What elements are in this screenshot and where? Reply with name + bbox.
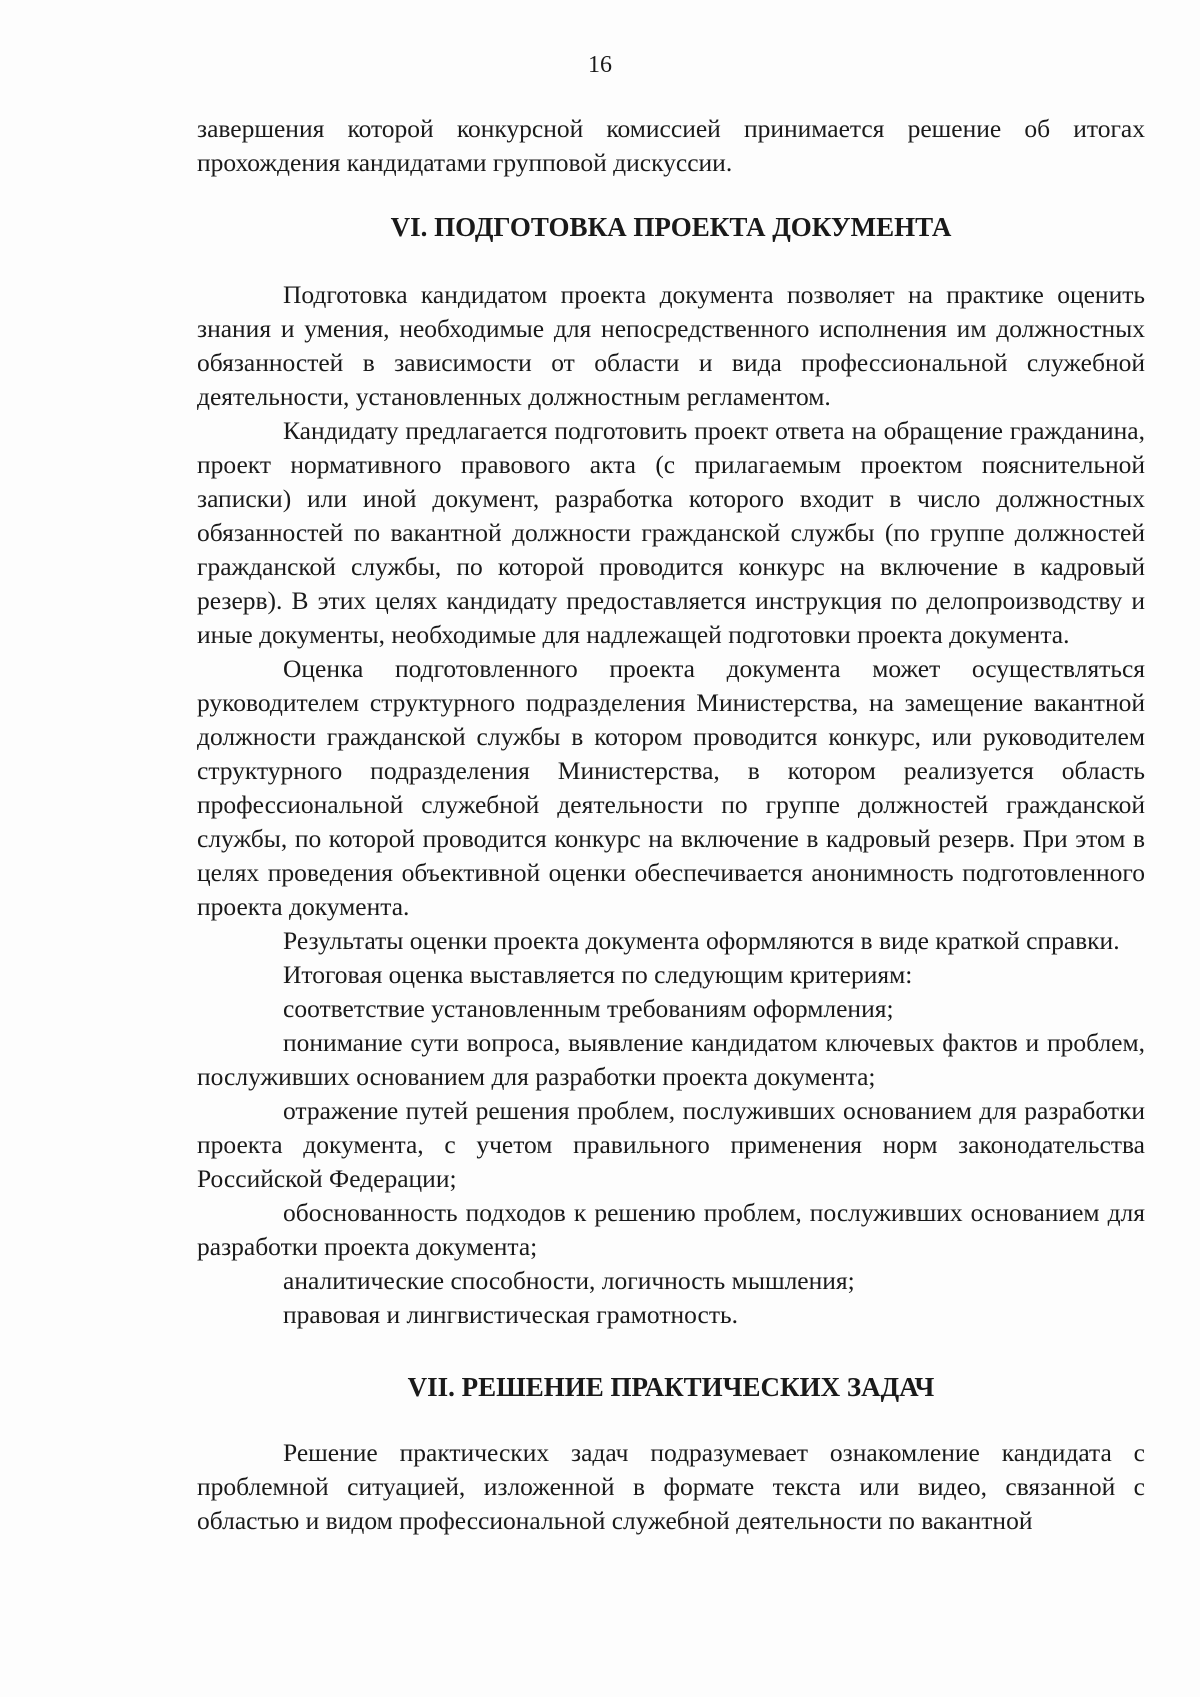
- criteria-item: обоснованность подходов к решению проблем, послуживших основанием для разработки проекта документа;: [197, 1198, 1145, 1261]
- section-6-paragraph: Результаты оценки проекта документа оформляются в виде краткой справки.: [283, 926, 1120, 955]
- section-6-paragraph: Подготовка кандидатом проекта документа позволяет на практике оценить знания и умения, необходимые для непосредственного исполнения им должностных обязанностей в зависимости от области и вида профессиональной служебной деятельности, установленных должностным регламентом.: [197, 280, 1145, 411]
- criteria-item: отражение путей решения проблем, послуживших основанием для разработки проекта документа, с учетом правильного применения норм законодательства Российской Федерации;: [197, 1096, 1145, 1193]
- section-6-title: VI. ПОДГОТОВКА ПРОЕКТА ДОКУМЕНТА: [390, 212, 952, 242]
- criteria-intro: Итоговая оценка выставляется по следующим критериям:: [283, 960, 913, 989]
- page-number: 16: [588, 52, 612, 78]
- section-7-paragraph: Решение практических задач подразумевает ознакомление кандидата с проблемной ситуацией, изложенной в формате текста или видео, связанной с областью и видом профессиональной служебной деятельности по вакантной: [197, 1438, 1145, 1535]
- section-7-title: VII. РЕШЕНИЕ ПРАКТИЧЕСКИХ ЗАДАЧ: [407, 1372, 935, 1402]
- criteria-item: аналитические способности, логичность мышления;: [283, 1266, 855, 1295]
- criteria-item: понимание сути вопроса, выявление кандидатом ключевых фактов и проблем, послуживших основанием для разработки проекта документа;: [197, 1028, 1145, 1091]
- section-6-paragraph: Оценка подготовленного проекта документа может осуществляться руководителем структурного подразделения Министерства, на замещение вакантной должности гражданской службы в котором проводится конкурс, или руководителем структурного подразделения Министерства, в котором реализуется область профессиональной служебной деятельности по группе должностей гражданской службы, по которой проводится конкурс на включение в кадровый резерв. При этом в целях проведения объективной оценки обеспечивается анонимность подготовленного проекта документа.: [197, 654, 1145, 921]
- page-content: [197, 112, 1145, 1538]
- criteria-item: соответствие установленным требованиям оформления;: [283, 994, 894, 1023]
- section-6-paragraph: Кандидату предлагается подготовить проект ответа на обращение гражданина, проект нормативного правового акта (с прилагаемым проектом пояснительной записки) или иной документ, разработка которого входит в число должностных обязанностей по вакантной должности гражданской службы (по группе должностей гражданской службы, по которой проводится конкурс на включение в кадровый резерв). В этих целях кандидату предоставляется инструкция по делопроизводству и иные документы, необходимые для надлежащей подготовки проекта документа.: [197, 416, 1145, 649]
- continuation-paragraph: завершения которой конкурсной комиссией принимается решение об итогах прохождения кандидатами групповой дискуссии.: [197, 114, 1145, 177]
- criteria-item: правовая и лингвистическая грамотность.: [283, 1300, 738, 1329]
